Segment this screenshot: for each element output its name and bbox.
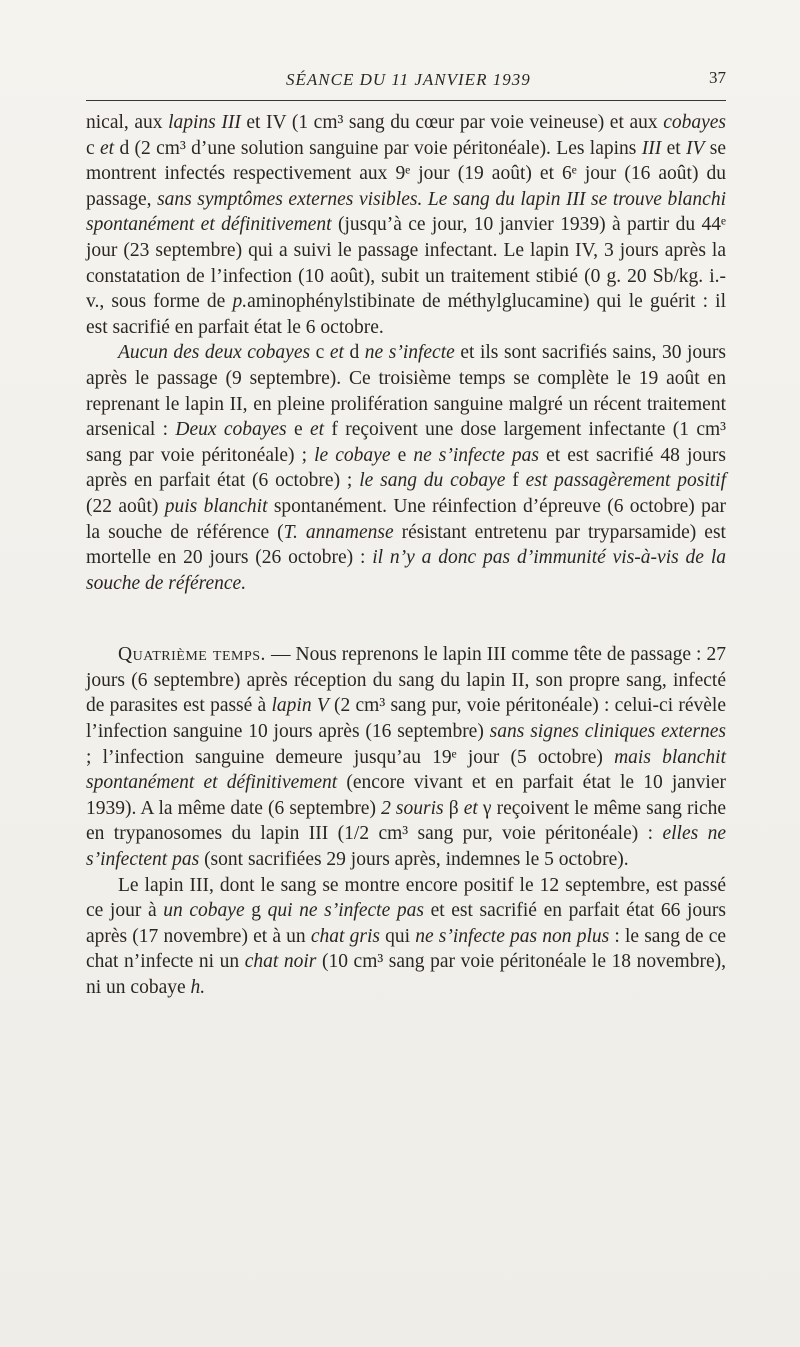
paragraph-quatrieme-temps [86,642,726,872]
body-text [86,110,726,1001]
italic-run-12: ne s’infecte pas [413,444,540,466]
italic-run-16: est passagèrement positif [525,470,726,492]
italic-run-9: IV [686,137,705,159]
text-run-5: et ils sont sacrifiés sains, 30 jours après le passage (9 septembre). Ce troisième temps se complète le 19 août en reprenant le lapin II, en pleine prolifération sanguine malgré un récent traitement arsenical : [86,342,726,441]
text-run-2: g [244,900,268,922]
text-run-3: d [343,342,365,364]
text-run-1: c [310,342,330,364]
text-run-0: nical, aux [86,112,169,133]
text-run-2: et IV (1 cm³ sang du cœur par voie veineuse) et aux [240,112,664,133]
text-run-10: γ reçoivent le même sang riche en trypanosomes du lapin III (1/2 cm³ sang pur, voie péritonéale) : [86,797,726,845]
italic-run-4: ne s’infecte [364,342,455,364]
italic-run-6: Deux cobayes [175,419,287,441]
text-run-13: et est sacrifié 48 jours après en parfait état (6 octobre) ; [86,444,727,492]
paragraph-2 [86,340,726,596]
italic-run-2: et [329,342,344,364]
italic-run-18: puis blanchit [164,495,268,517]
text-run-14: aminophénylstibinate de méthylglucamine) qui le guérit : il est sacrifié en parfait état le 6 octobre. [86,291,726,338]
text-run-9: f reçoivent une dose largement infectante (1 cm³ sang par voie péritonéale) ; [86,419,726,466]
text-run-17: (22 août) [86,495,165,517]
section-heading: Quatrième temps. [118,644,266,666]
text-run-12: (sont sacrifiées 29 jours après, indemnes le 5 octobre). [199,849,629,871]
text-run-8: et [661,137,686,159]
italic-run-3: qui ne s’infecte pas [267,900,424,922]
text-run-10: (10 cm³ sang par voie péritonéale le 18 novembre), ni un cobaye [86,951,726,998]
italic-run-3: cobayes [663,112,726,133]
text-run-4: c [86,137,101,159]
header-rule [86,100,726,101]
paragraph-1 [86,110,726,340]
text-run-0: Le lapin III, dont le sang se montre encore positif le 12 septembre, est passé ce jour à [86,874,726,922]
italic-run-5: mais blanchit spontanément et définitivement [86,746,726,794]
text-run-7: e [286,419,310,441]
italic-run-8: et [309,419,325,441]
italic-run-22: il n’y a donc pas d’immunité vis-à-vis de la souche de référence. [86,547,726,594]
italic-run-1: un cobaye [163,900,245,922]
text-run-12: (jusqu’à ce jour, 10 janvier 1939) à partir du 44ᵉ jour (23 septembre) qui a suivi le passage infectant. Le lapin IV, 3 jours après la constatation de l’infection (10 août), subit un traitement stibié (0 g. 20 Sb/kg. i.-v., sous forme de [86,214,726,313]
italic-run-1: lapin V [271,695,329,717]
text-run-6: (encore vivant et en parfait état le 10 janvier 1939). A la même date (6 septembre) [86,772,726,819]
italic-run-1: lapins III [168,112,241,133]
italic-run-7: ne s’infecte pas non plus [415,925,610,947]
italic-run-14: le sang du cobaye [359,470,506,492]
italic-run-7: III [641,137,662,159]
text-run-21: résistant entretenu par tryparsamide) est mortelle en 20 jours (26 octobre) : [86,521,726,569]
italic-run-0: Aucun des deux cobayes [118,342,311,364]
text-run-10: se montrent infectés respectivement aux 9ᵉ jour (19 août) et 6ᵉ jour (16 août) du passage, [86,137,727,210]
italic-run-11: elles ne s’infectent pas [86,823,726,871]
paragraph-3-body [86,644,726,870]
italic-run-9: chat noir [244,951,317,973]
text-run-0: — Nous reprenons le lapin III comme tête de passage : 27 jours (6 septembre) après réception du sang du lapin II, son propre sang, infecté de parasites est passé à [86,644,727,717]
italic-run-3: sans signes cliniques externes [489,721,726,743]
italic-run-5: chat gris [310,925,380,947]
text-run-8: : le sang de ce chat n’infecte ni un [86,925,726,973]
italic-run-9: et [463,797,478,819]
running-title: SÉANCE DU 11 JANVIER 1939 [286,70,531,89]
italic-run-13: p. [232,291,248,313]
text-run-11: e [390,444,414,466]
italic-run-10: le cobaye [314,444,391,466]
text-run-8: β [443,797,464,819]
italic-run-11: sans symptômes externes visibles. Le sang du lapin III se trouve blanchi spontanément et définitivement [86,188,726,236]
italic-run-11: h. [190,977,206,998]
text-run-4: et est sacrifié en parfait état 66 jours après (17 novembre) et à un [86,900,726,947]
text-run-6: qui [379,925,416,947]
page-number: 37 [709,68,726,87]
italic-run-7: 2 souris [381,797,444,819]
text-run-6: d (2 cm³ d’une solution sanguine par voie péritonéale). Les lapins [114,137,642,159]
italic-run-5: et [100,137,115,159]
text-run-4: ; l’infection sanguine demeure jusqu’au 19ᵉ jour (5 octobre) [86,746,615,768]
text-run-2: (2 cm³ sang pur, voie péritonéale) : celui-ci révèle l’infection sanguine 10 jours après (16 septembre) [86,695,727,743]
italic-run-20: T. annamense [283,521,394,543]
text-run-19: spontanément. Une réinfection d’épreuve (6 octobre) par la souche de référence ( [86,495,726,543]
text-run-15: f [505,470,526,492]
running-head [86,64,726,94]
paragraph-4 [86,873,726,1001]
